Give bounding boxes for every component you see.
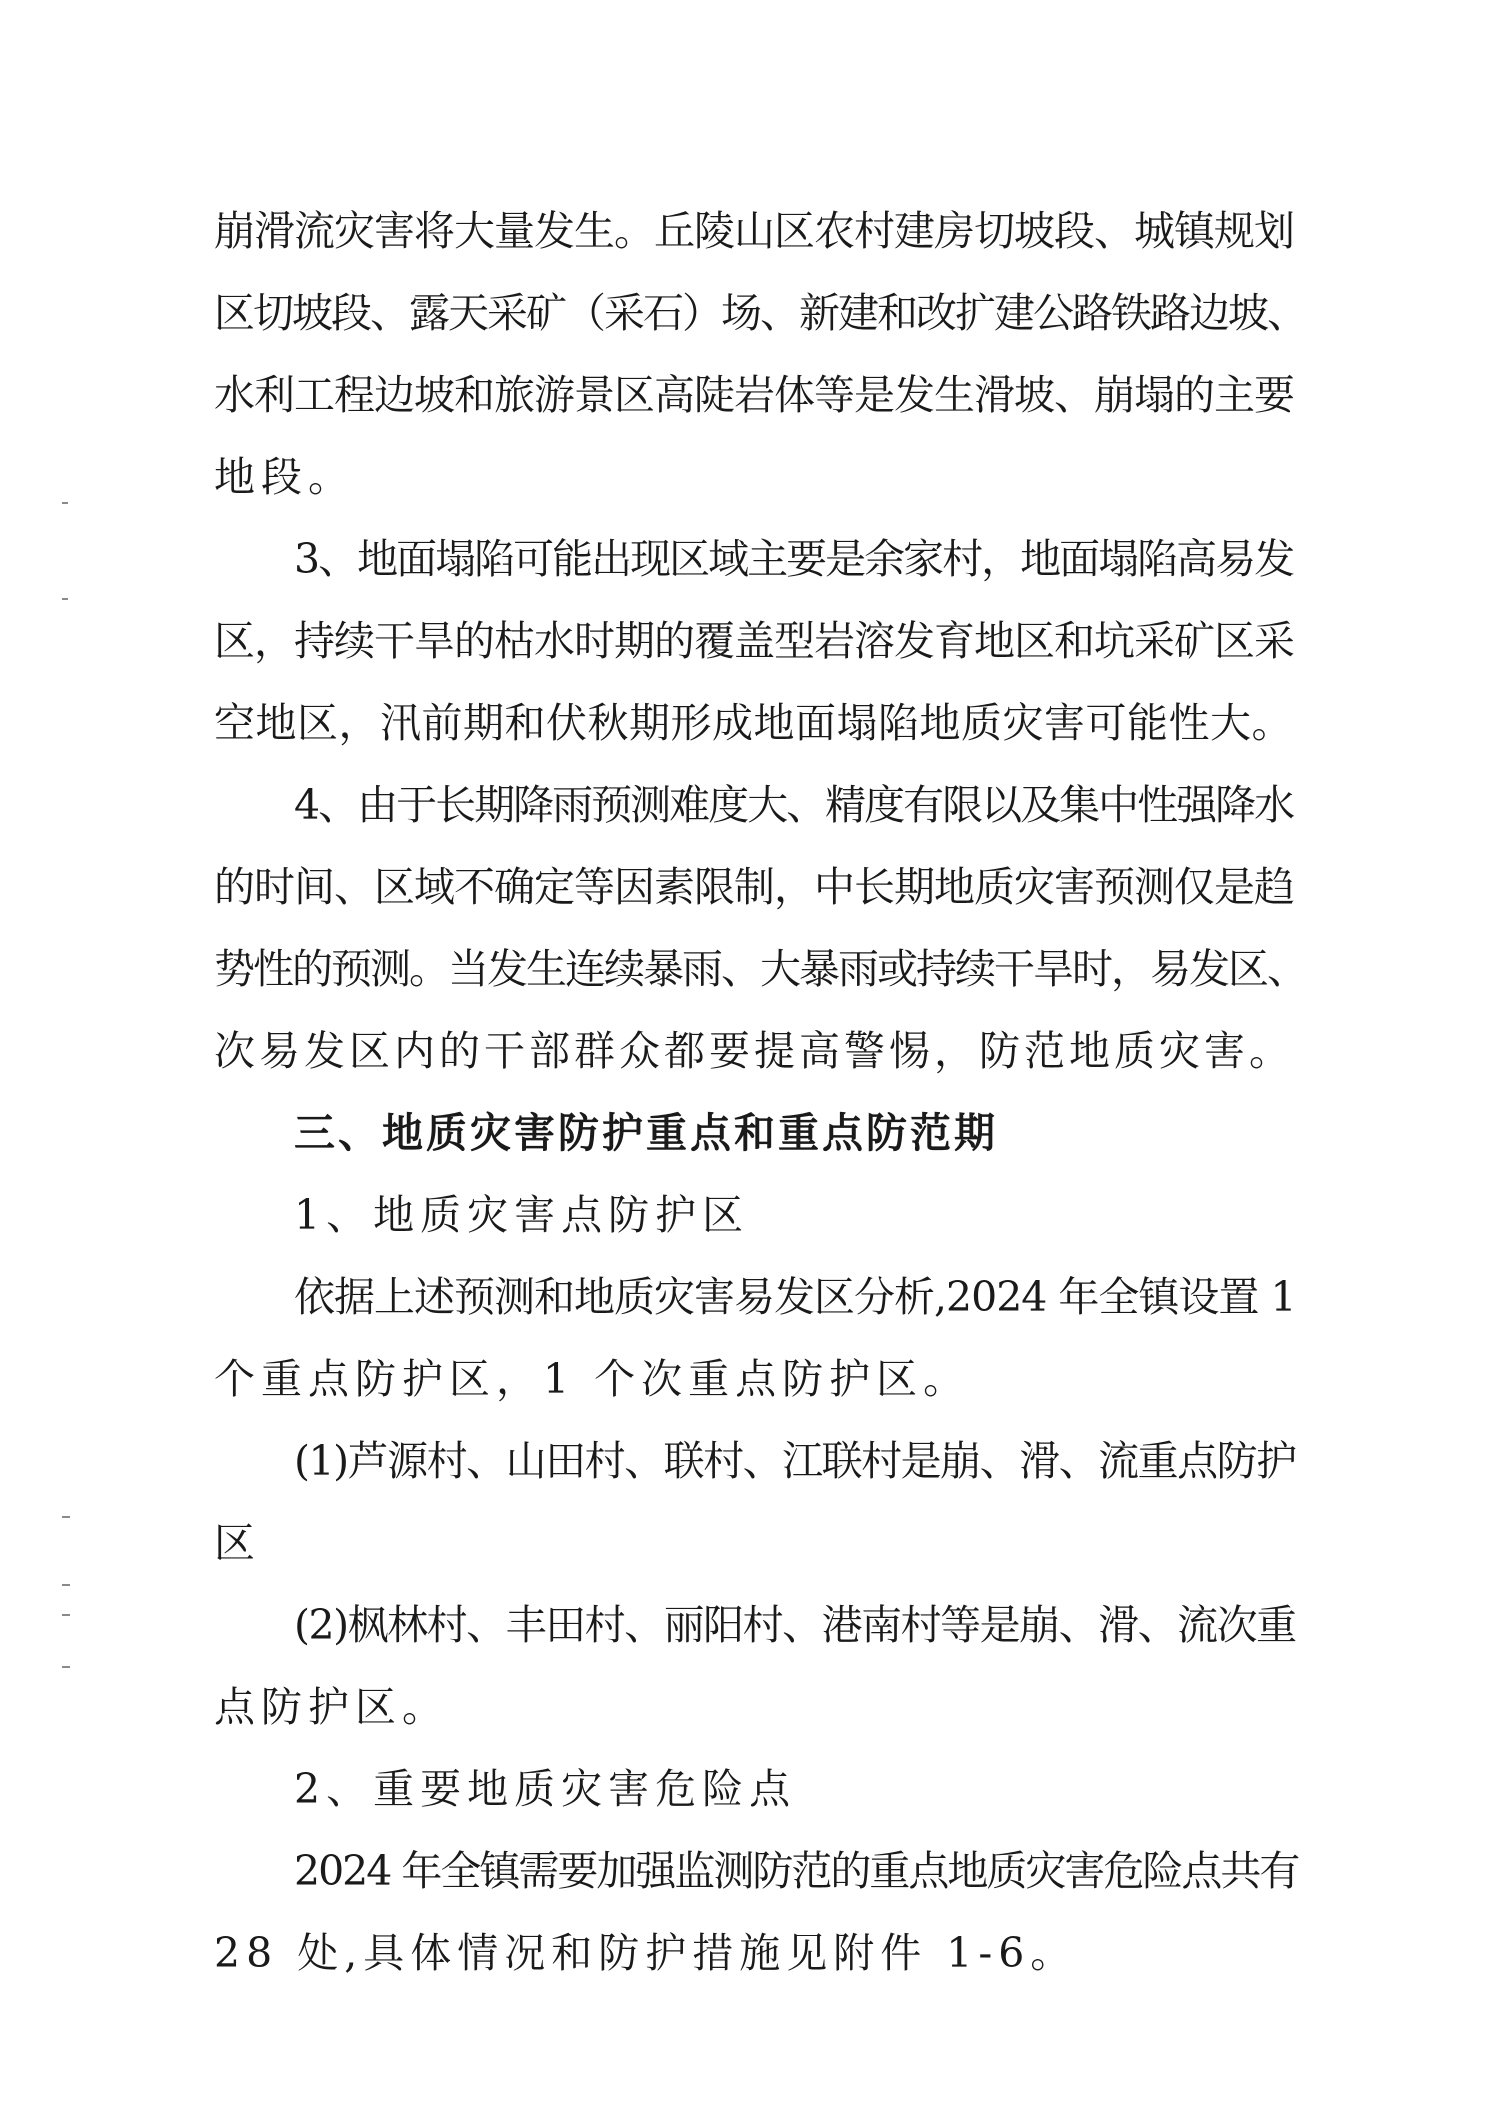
paragraph-line: 势性的预测。当发生连续暴雨、大暴雨或持续干旱时，易发区、: [214, 945, 1306, 993]
scan-mark: [62, 1614, 70, 1616]
paragraph-line: 28 处,具体情况和防护措施见附件 1-6。: [214, 1929, 1078, 1977]
paragraph-line: 崩滑流灾害将大量发生。丘陵山区农村建房切坡段、城镇规划: [214, 207, 1294, 255]
paragraph-line: 个重点防护区，1 个次重点防护区。: [214, 1355, 971, 1403]
paragraph-line: 3、地面塌陷可能出现区域主要是余家村，地面塌陷高易发: [294, 535, 1294, 583]
paragraph-line: 空地区，汛前期和伏秋期形成地面塌陷地质灾害可能性大。: [214, 699, 1293, 747]
paragraph-line: 依据上述预测和地质灾害易发区分析,2024 年全镇设置 1: [294, 1273, 1296, 1321]
section-heading: 三、地质灾害防护重点和重点防范期: [294, 1109, 998, 1157]
paragraph-line: 水利工程边坡和旅游景区高陡岩体等是发生滑坡、崩塌的主要: [214, 371, 1294, 419]
scan-mark: [62, 1584, 70, 1586]
subsection-heading: 2、重要地质灾害危险点: [294, 1765, 797, 1813]
paragraph-line: 地段。: [214, 453, 355, 501]
paragraph-line: 次易发区内的干部群众都要提高警惕，防范地质灾害。: [214, 1027, 1294, 1075]
paragraph-line: (2)枫林村、丰田村、丽阳村、港南村等是崩、滑、流次重: [294, 1601, 1296, 1649]
paragraph-line: 4、由于长期降雨预测难度大、精度有限以及集中性强降水: [294, 781, 1294, 829]
scan-mark: [62, 1516, 70, 1518]
scan-mark: [62, 1666, 70, 1668]
paragraph-line: 的时间、区域不确定等因素限制，中长期地质灾害预测仅是趋: [214, 863, 1294, 911]
subsection-heading: 1、地质灾害点防护区: [294, 1191, 750, 1239]
paragraph-line: (1)芦源村、山田村、联村、江联村是崩、滑、流重点防护: [294, 1437, 1296, 1485]
paragraph-line: 区: [214, 1519, 261, 1567]
paragraph-line: 区切坡段、露天采矿（采石）场、新建和改扩建公路铁路边坡、: [214, 289, 1306, 337]
paragraph-line: 2024 年全镇需要加强监测防范的重点地质灾害危险点共有: [294, 1847, 1299, 1895]
paragraph-line: 点防护区。: [214, 1683, 449, 1731]
scan-mark: [62, 502, 68, 504]
paragraph-line: 区，持续干旱的枯水时期的覆盖型岩溶发育地区和坑采矿区采: [214, 617, 1294, 665]
document-body: [214, 190, 1304, 1994]
scan-mark: [62, 598, 68, 600]
